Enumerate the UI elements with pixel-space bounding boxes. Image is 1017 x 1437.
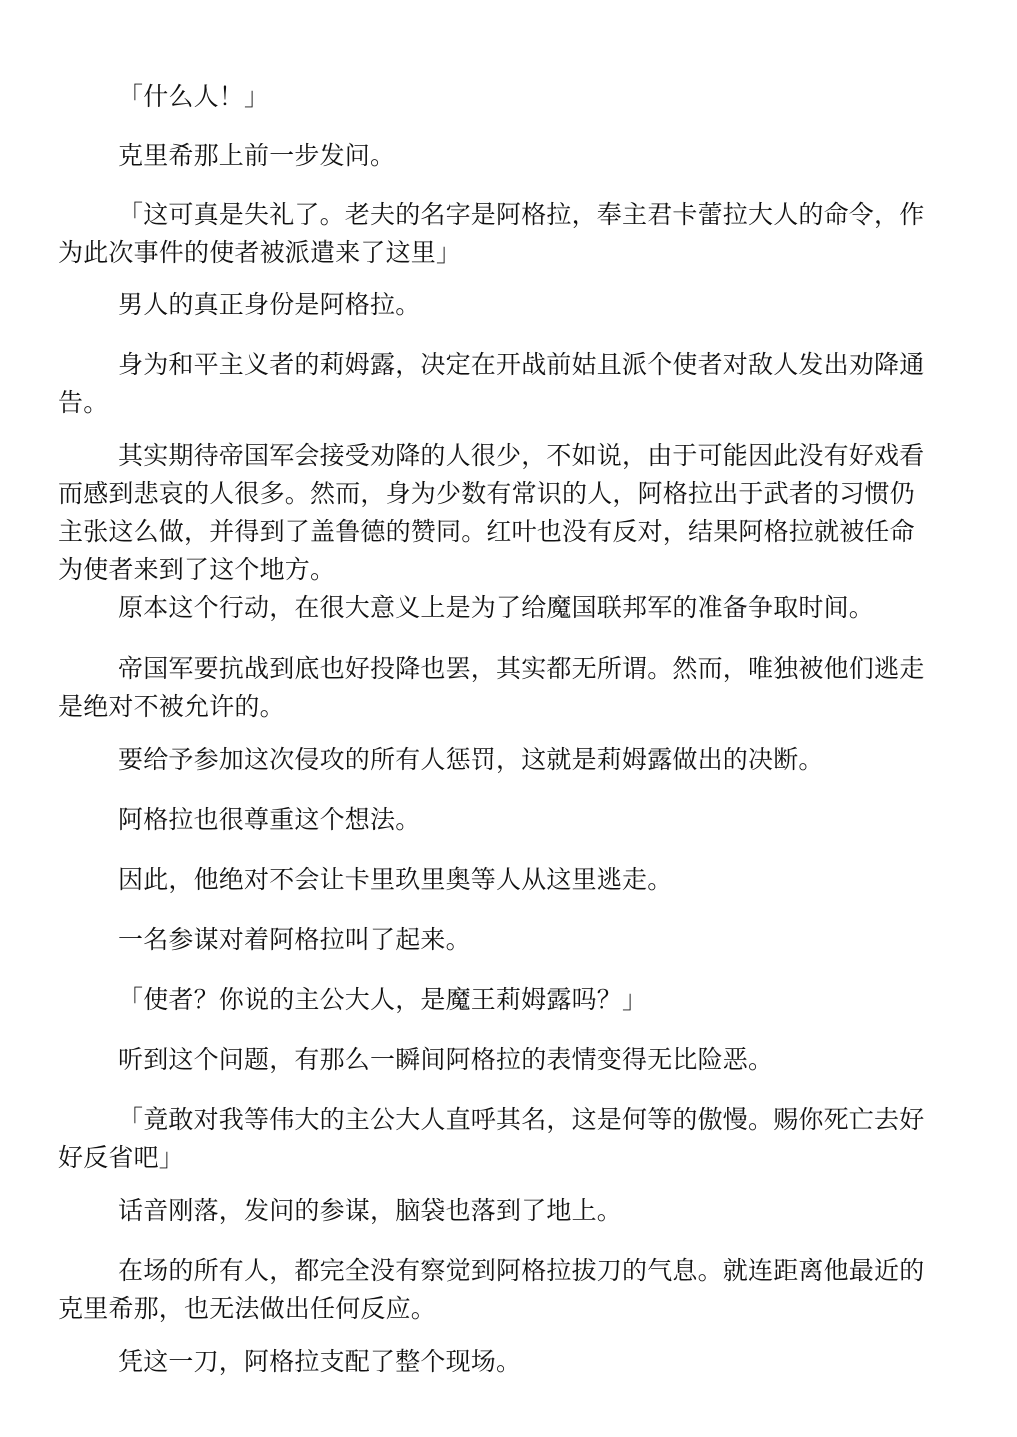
paragraph-1: 「什么人！」: [118, 82, 270, 111]
paragraph-10: 阿格拉也很尊重这个想法。: [118, 805, 421, 834]
paragraph-18: 凭这一刀，阿格拉支配了整个现场。: [118, 1347, 522, 1376]
paragraph-7: 原本这个行动，在很大意义上是为了给魔国联邦军的准备争取时间。: [118, 593, 875, 622]
paragraph-4: 男人的真正身份是阿格拉。: [118, 290, 421, 319]
paragraph-5: 身为和平主义者的莉姆露，决定在开战前姑且派个使者对敌人发出劝降通告。: [58, 350, 925, 417]
paragraph-12: 一名参谋对着阿格拉叫了起来。: [118, 925, 471, 954]
paragraph-11: 因此，他绝对不会让卡里玖里奥等人从这里逃走。: [118, 865, 673, 894]
paragraph-17: 在场的所有人，都完全没有察觉到阿格拉拔刀的气息。就连距离他最近的克里希那，也无法做出任何反应。: [58, 1256, 925, 1323]
paragraph-9: 要给予参加这次侵攻的所有人惩罚，这就是莉姆露做出的决断。: [118, 745, 824, 774]
paragraph-16: 话音刚落，发问的参谋，脑袋也落到了地上。: [118, 1196, 623, 1225]
paragraph-3: 「这可真是失礼了。老夫的名字是阿格拉，奉主君卡蕾拉大人的命令，作为此次事件的使者被派遣来了这里」: [58, 200, 925, 267]
paragraph-2: 克里希那上前一步发问。: [118, 141, 396, 170]
paragraph-6: 其实期待帝国军会接受劝降的人很少，不如说，由于可能因此没有好戏看而感到悲哀的人很多。然而，身为少数有常识的人，阿格拉出于武者的习惯仍主张这么做，并得到了盖鲁德的赞同。红叶也没有反对，结果阿格拉就被任命为使者来到了这个地方。: [58, 441, 925, 584]
paragraph-15: 「竟敢对我等伟大的主公大人直呼其名，这是何等的傲慢。赐你死亡去好好反省吧」: [58, 1105, 925, 1172]
paragraph-8: 帝国军要抗战到底也好投降也罢，其实都无所谓。然而，唯独被他们逃走是绝对不被允许的。: [58, 654, 925, 721]
paragraph-13: 「使者？你说的主公大人，是魔王莉姆露吗？」: [118, 985, 648, 1014]
paragraph-14: 听到这个问题，有那么一瞬间阿格拉的表情变得无比险恶。: [118, 1045, 774, 1074]
